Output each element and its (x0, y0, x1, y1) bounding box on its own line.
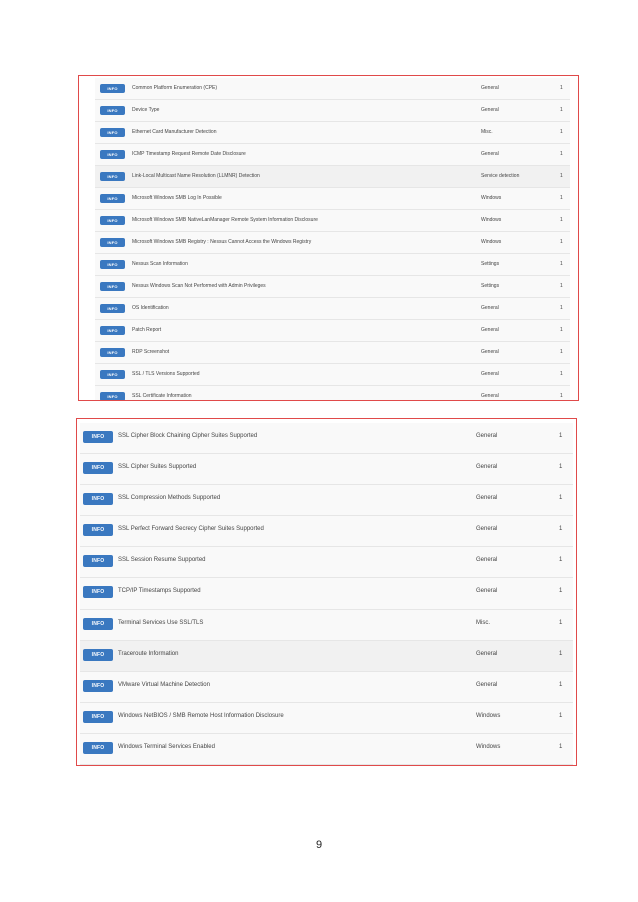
severity-badge: INFO (100, 392, 125, 401)
plugin-family: General (481, 327, 499, 333)
plugin-name: SSL Cipher Suites Supported (118, 464, 197, 471)
plugin-name: Patch Report (132, 327, 162, 333)
severity-badge: INFO (83, 680, 113, 692)
severity-badge: INFO (100, 106, 125, 115)
table-row[interactable] (95, 386, 570, 401)
severity-badge: INFO (100, 348, 125, 357)
table-row[interactable] (95, 232, 570, 254)
table-row[interactable] (80, 703, 573, 734)
plugin-name: Windows NetBIOS / SMB Remote Host Information Disclosure (118, 712, 284, 719)
severity-badge: INFO (83, 586, 113, 598)
plugin-count: 1 (559, 681, 563, 688)
plugin-family: General (481, 107, 499, 113)
plugin-family: Windows (481, 217, 502, 223)
table-row[interactable] (95, 188, 570, 210)
plugin-family: General (476, 650, 498, 657)
plugin-family: Windows (481, 239, 502, 245)
plugin-count: 1 (560, 151, 563, 157)
plugin-family: Misc. (476, 619, 490, 626)
table-row[interactable] (95, 144, 570, 166)
plugin-family: General (476, 588, 498, 595)
table-row[interactable] (95, 122, 570, 144)
severity-badge: INFO (100, 216, 125, 225)
plugin-count: 1 (559, 433, 563, 439)
plugin-family: Misc. (481, 129, 493, 135)
table-row[interactable] (80, 485, 573, 516)
plugin-name: Ethernet Card Manufacturer Detection (132, 129, 217, 135)
severity-badge: INFO (100, 326, 125, 335)
severity-badge: INFO (100, 370, 125, 379)
plugin-family: General (476, 464, 498, 471)
plugin-family: General (481, 85, 499, 91)
plugin-name: Microsoft Windows SMB NativeLanManager Remote System Information Disclosure (132, 217, 318, 223)
plugin-family: General (476, 526, 498, 533)
plugin-count: 1 (560, 85, 563, 91)
plugin-name: Traceroute Information (118, 650, 179, 657)
plugin-family: General (481, 371, 499, 377)
plugin-count: 1 (559, 526, 563, 533)
plugin-name: VMware Virtual Machine Detection (118, 681, 210, 688)
severity-badge: INFO (100, 150, 125, 159)
plugin-name: Nessus Windows Scan Not Performed with Admin Privileges (132, 283, 266, 289)
severity-badge: INFO (100, 304, 125, 313)
severity-badge: INFO (100, 282, 125, 291)
table-row[interactable] (80, 672, 573, 703)
plugin-count: 1 (560, 261, 563, 267)
plugin-count: 1 (560, 239, 563, 245)
severity-badge: INFO (83, 524, 113, 536)
plugin-family: Settings (481, 283, 500, 289)
plugin-count: 1 (559, 495, 563, 502)
plugin-family: Windows (481, 195, 502, 201)
plugin-name: Microsoft Windows SMB Log In Possible (132, 195, 222, 201)
plugin-family: Settings (481, 261, 500, 267)
plugin-count: 1 (560, 195, 563, 201)
plugin-name: Common Platform Enumeration (CPE) (132, 85, 218, 91)
table-row[interactable] (80, 641, 573, 672)
severity-badge: INFO (100, 84, 125, 93)
plugin-name: SSL Session Resume Supported (118, 557, 206, 564)
page-number: 9 (315, 839, 323, 851)
table-row[interactable] (95, 100, 570, 122)
plugin-count: 1 (559, 588, 563, 595)
table-row[interactable] (80, 734, 573, 765)
table-row[interactable] (95, 254, 570, 276)
plugin-name: ICMP Timestamp Request Remote Date Disclosure (132, 151, 246, 157)
plugin-name: SSL / TLS Versions Supported (132, 371, 200, 377)
table-row[interactable] (80, 423, 573, 454)
severity-badge: INFO (83, 742, 113, 754)
plugin-rows (95, 78, 570, 401)
severity-badge: INFO (83, 462, 113, 474)
plugin-count: 1 (560, 393, 563, 399)
table-row[interactable] (80, 454, 573, 485)
plugin-count: 1 (560, 371, 563, 377)
plugin-rows (80, 423, 573, 765)
plugin-count: 1 (560, 327, 563, 333)
table-row[interactable] (95, 276, 570, 298)
plugin-count: 1 (560, 173, 563, 179)
table-row[interactable] (80, 547, 573, 578)
plugin-count: 1 (560, 349, 563, 355)
plugin-family: General (476, 495, 498, 502)
plugin-count: 1 (559, 650, 563, 657)
plugin-family: Windows (476, 712, 501, 719)
plugin-family: General (481, 393, 499, 399)
plugin-family: General (476, 433, 498, 439)
plugin-count: 1 (560, 217, 563, 223)
plugin-name: Nessus Scan Information (132, 261, 188, 267)
table-row[interactable] (95, 166, 570, 188)
plugin-count: 1 (559, 619, 563, 626)
table-row[interactable] (95, 320, 570, 342)
plugin-family: General (481, 305, 499, 311)
plugin-name: SSL Compression Methods Supported (118, 495, 221, 502)
plugin-family: General (481, 349, 499, 355)
plugin-family: General (476, 681, 498, 688)
plugin-name: SSL Perfect Forward Secrecy Cipher Suites Supported (118, 526, 264, 533)
severity-badge: INFO (83, 649, 113, 661)
severity-badge: INFO (100, 172, 125, 181)
severity-badge: INFO (83, 431, 113, 443)
plugin-name: SSL Certificate Information (132, 393, 192, 399)
severity-badge: INFO (100, 128, 125, 137)
plugin-family: General (476, 557, 498, 564)
plugin-name: SSL Cipher Block Chaining Cipher Suites Supported (118, 433, 258, 439)
plugin-family: General (481, 151, 499, 157)
plugin-count: 1 (560, 305, 563, 311)
plugin-name: Windows Terminal Services Enabled (118, 743, 215, 750)
table-row[interactable] (80, 516, 573, 547)
plugin-count: 1 (559, 557, 563, 564)
plugin-count: 1 (559, 464, 563, 471)
table-row[interactable] (95, 78, 570, 100)
plugin-count: 1 (560, 129, 563, 135)
plugin-name: Device Type (132, 107, 160, 113)
severity-badge: INFO (83, 493, 113, 505)
plugin-name: Link-Local Multicast Name Resolution (LLMNR) Detection (132, 173, 260, 179)
plugin-count: 1 (559, 712, 563, 719)
table-row[interactable] (95, 210, 570, 232)
plugin-name: OS Identification (132, 305, 169, 311)
severity-badge: INFO (100, 194, 125, 203)
severity-badge: INFO (83, 711, 113, 723)
table-row[interactable] (95, 342, 570, 364)
plugin-family: Service detection (481, 173, 520, 179)
plugin-name: TCP/IP Timestamps Supported (118, 588, 201, 595)
plugin-count: 1 (560, 283, 563, 289)
plugin-family: Windows (476, 743, 501, 750)
plugin-count: 1 (559, 743, 563, 750)
plugin-name: Terminal Services Use SSL/TLS (118, 619, 204, 626)
table-row[interactable] (95, 298, 570, 320)
plugin-table-top (78, 75, 579, 401)
plugin-count: 1 (560, 107, 563, 113)
table-row[interactable] (95, 364, 570, 386)
severity-badge: INFO (100, 238, 125, 247)
table-row[interactable] (80, 578, 573, 609)
severity-badge: INFO (83, 618, 113, 630)
severity-badge: INFO (83, 555, 113, 567)
severity-badge: INFO (100, 260, 125, 269)
table-row[interactable] (80, 610, 573, 641)
plugin-name: Microsoft Windows SMB Registry : Nessus Cannot Access the Windows Registry (132, 239, 312, 245)
plugin-table-bottom (76, 418, 577, 766)
plugin-name: RDP Screenshot (132, 349, 170, 355)
